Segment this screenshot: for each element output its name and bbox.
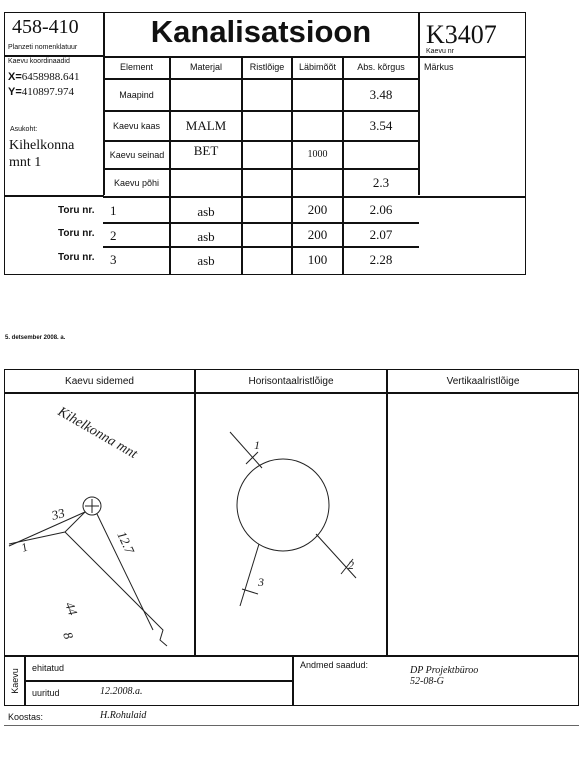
pipe-3-line xyxy=(240,544,259,606)
row-element-walls: Kaevu seinad xyxy=(109,149,165,160)
section-horizontal-title: Horisontaalristlõige xyxy=(248,376,334,387)
well-label: Kaevu xyxy=(10,668,20,694)
pipe-nr-2: 2 xyxy=(110,228,117,243)
location-line2: mnt 1 xyxy=(9,155,42,170)
row-height-ground: 3.48 xyxy=(369,86,393,102)
page-title: Kanalisatsioon xyxy=(150,14,372,49)
compiled-underline xyxy=(4,725,579,726)
surveyed-label: uuritud xyxy=(32,688,60,698)
date-line: 5. detsember 2008. a. xyxy=(5,335,66,341)
pipe-label-3: Toru nr. xyxy=(58,252,95,263)
row-material-lid: MALM xyxy=(185,117,227,133)
street-label: Kihelkonna mnt xyxy=(55,404,140,462)
pipe-material-1: asb xyxy=(197,204,215,219)
connections-sketch xyxy=(5,394,194,654)
pipe-height-3: 2.28 xyxy=(369,251,393,267)
compiled-label: Koostas: xyxy=(8,712,44,722)
pipe-2-label: 2 xyxy=(348,558,354,572)
pipe-diameter-3: 100 xyxy=(307,251,328,267)
pipe-material-3: asb xyxy=(197,253,215,268)
y-coordinate xyxy=(8,86,74,98)
row-height-bottom: 2.3 xyxy=(372,174,390,190)
pipe-line-down xyxy=(65,512,85,532)
pipe-label-1: Toru nr. xyxy=(58,205,95,216)
nomenclature-number: 458-410 xyxy=(12,16,79,38)
pipe-height-1: 2.06 xyxy=(369,202,393,217)
col-header-diameter: Läbimõõt xyxy=(298,62,337,72)
footer-middle-rule xyxy=(24,680,292,682)
row-material-walls: BET xyxy=(193,143,219,158)
x-value: 6458988.641 xyxy=(21,71,80,83)
dist-44-label: 44 xyxy=(62,599,81,618)
dist-127-label: 12.7 xyxy=(114,528,138,556)
mark-8-label: 8 xyxy=(60,629,77,642)
left-header-rule xyxy=(4,55,104,57)
num-1-label: 1 xyxy=(19,539,30,555)
sketch-col-rule-2 xyxy=(386,369,388,655)
dist-33-label: 33 xyxy=(49,505,67,523)
y-value: 410897.974 xyxy=(21,86,75,98)
col-header-section: Ristlõige xyxy=(249,62,285,72)
y-label: Y= xyxy=(8,86,22,98)
row-element-ground: Maapind xyxy=(119,89,154,100)
pipe-diameter-1: 200 xyxy=(307,202,328,217)
data-source-value-2: 52-08-G xyxy=(410,676,444,687)
pipe-height-2: 2.07 xyxy=(369,226,393,242)
pipe-diameter-2: 200 xyxy=(307,226,328,242)
well-number: K3407 xyxy=(426,20,497,49)
pipe-nr-3: 3 xyxy=(110,252,117,267)
compiled-value: H.Rohulaid xyxy=(100,710,147,721)
footer-vertical-rule-2 xyxy=(292,655,294,706)
surveyed-value: 12.2008.a. xyxy=(100,686,143,697)
col-header-height: Abs. kõrgus xyxy=(357,62,405,72)
pipe-label-2: Toru nr. xyxy=(58,228,95,239)
row-diameter-walls: 1000 xyxy=(307,149,328,160)
x-label: X= xyxy=(8,71,22,83)
x-coordinate xyxy=(8,71,80,83)
horizontal-section-sketch xyxy=(196,394,386,654)
row-element-lid: Kaevu kaas xyxy=(112,120,161,131)
section-connections-title: Kaevu sidemed xyxy=(65,376,134,387)
row-height-lid: 3.54 xyxy=(369,117,393,133)
row-element-bottom: Kaevu põhi xyxy=(113,177,160,188)
well-outline-circle xyxy=(237,459,329,551)
pipe-3-label: 3 xyxy=(258,575,264,589)
col-header-notes: Märkus xyxy=(424,62,454,72)
data-source-label: Andmed saadud: xyxy=(300,660,369,670)
col-header-element: Element xyxy=(119,62,154,72)
pipe-line-long xyxy=(65,532,167,646)
pipe-material-2: asb xyxy=(197,228,215,244)
section-vertical-title: Vertikaalristlõige xyxy=(446,376,520,387)
left-bottom-rule xyxy=(4,195,104,197)
nomenclature-label: Planzeti nomenklatuur xyxy=(8,44,78,51)
coords-label: Kaevu koordinaadid xyxy=(8,58,70,65)
col-header-material: Materjal xyxy=(189,62,222,72)
table-col-rule xyxy=(241,56,243,275)
location-label: Asukoht: xyxy=(10,126,38,133)
location-line1: Kihelkonna xyxy=(9,138,75,153)
well-number-label: Kaevu nr xyxy=(426,48,455,55)
pipe-1-label: 1 xyxy=(254,438,260,452)
built-label: ehitatud xyxy=(32,663,65,673)
pipe-nr-1: 1 xyxy=(110,203,117,218)
data-source-value-1: DP Projektbüroo xyxy=(410,665,479,676)
